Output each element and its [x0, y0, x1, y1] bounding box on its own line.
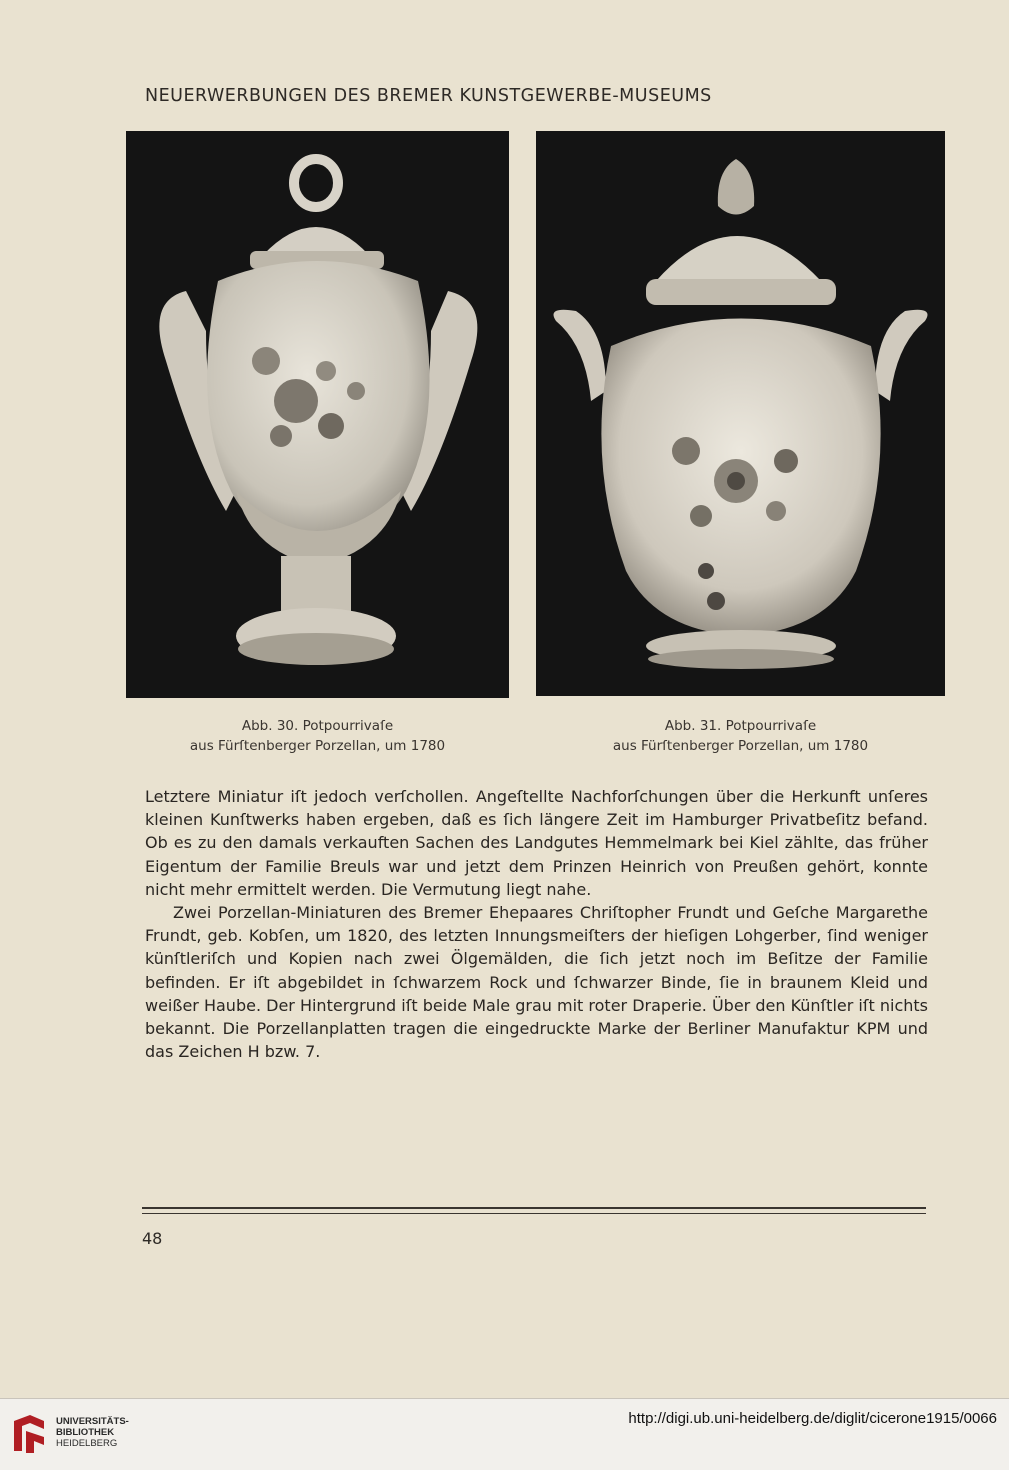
- logo-line-2: BIBLIOTHEK: [56, 1427, 115, 1438]
- figure-31-caption-detail: aus Fürſtenberger Porzellan, um 1780: [612, 738, 869, 754]
- page-number: 48: [142, 1229, 163, 1248]
- figure-31-photo: [536, 131, 945, 696]
- logo-line-3: HEIDELBERG: [56, 1438, 118, 1449]
- digitization-footer: [0, 1398, 1009, 1470]
- source-url-link[interactable]: http://digi.ub.uni-heidelberg.de/diglit/cicerone1915/0066: [628, 1410, 997, 1427]
- logo-line-1: UNIVERSITÄTS-: [56, 1416, 129, 1427]
- article-body: [145, 785, 928, 1063]
- library-logo-text: [56, 1416, 129, 1449]
- figure-31-caption: [536, 716, 945, 756]
- figure-30-caption-detail: aus Fürſtenberger Porzellan, um 1780: [189, 738, 446, 754]
- footer-rule-thick: [142, 1207, 926, 1209]
- footer-rule-thin: [142, 1213, 926, 1214]
- potpourri-vase-1-image: [126, 131, 509, 698]
- library-logo-icon: [10, 1411, 48, 1457]
- figure-30-caption: [126, 716, 509, 756]
- potpourri-vase-2-image: [536, 131, 945, 696]
- paragraph-1: Letztere Miniatur iſt jedoch verſchollen. Angeſtellte Nachforſchungen über die Herkunft unſeres kleinen Kunſtwerks haben ergeben, daß es ſich längere Zeit im Hamburger Privatbeſitz befand. Ob es zu den damals verkauften Sachen des Landgutes Hemmelmark bei Kiel zählte, das früher Eigentum der Familie Breuls war und jetzt dem Prinzen Heinrich von Preußen gehört, konnte nicht mehr ermittelt werden. Die Vermutung liegt nahe.: [145, 787, 928, 899]
- figure-30-caption-title: Abb. 30. Potpourrivaſe: [241, 718, 394, 734]
- figure-30-photo: [126, 131, 509, 698]
- figure-31-caption-title: Abb. 31. Potpourrivaſe: [664, 718, 817, 734]
- running-header: NEUERWERBUNGEN DES BREMER KUNSTGEWERBE-MUSEUMS: [145, 86, 712, 106]
- paragraph-2: Zwei Porzellan-Miniaturen des Bremer Ehepaares Chriſtopher Frundt und Geſche Margarethe Frundt, geb. Kobſen, um 1820, des letzten Innungsmeiſters der hieſigen Lohgerber, ſind weniger künſtleriſch und Kopien nach zwei Ölgemälden, die ſich jetzt noch im Beſitze der Familie befinden. Er iſt abgebildet in ſchwarzem Rock und ſchwarzer Binde, ſie in braunem Kleid und weißer Haube. Der Hintergrund iſt beide Male grau mit roter Draperie. Über den Künſtler iſt nichts bekannt. Die Porzellanplatten tragen die eingedruckte Marke der Berliner Manufaktur KPM und das Zeichen H bzw. 7.: [145, 903, 928, 1062]
